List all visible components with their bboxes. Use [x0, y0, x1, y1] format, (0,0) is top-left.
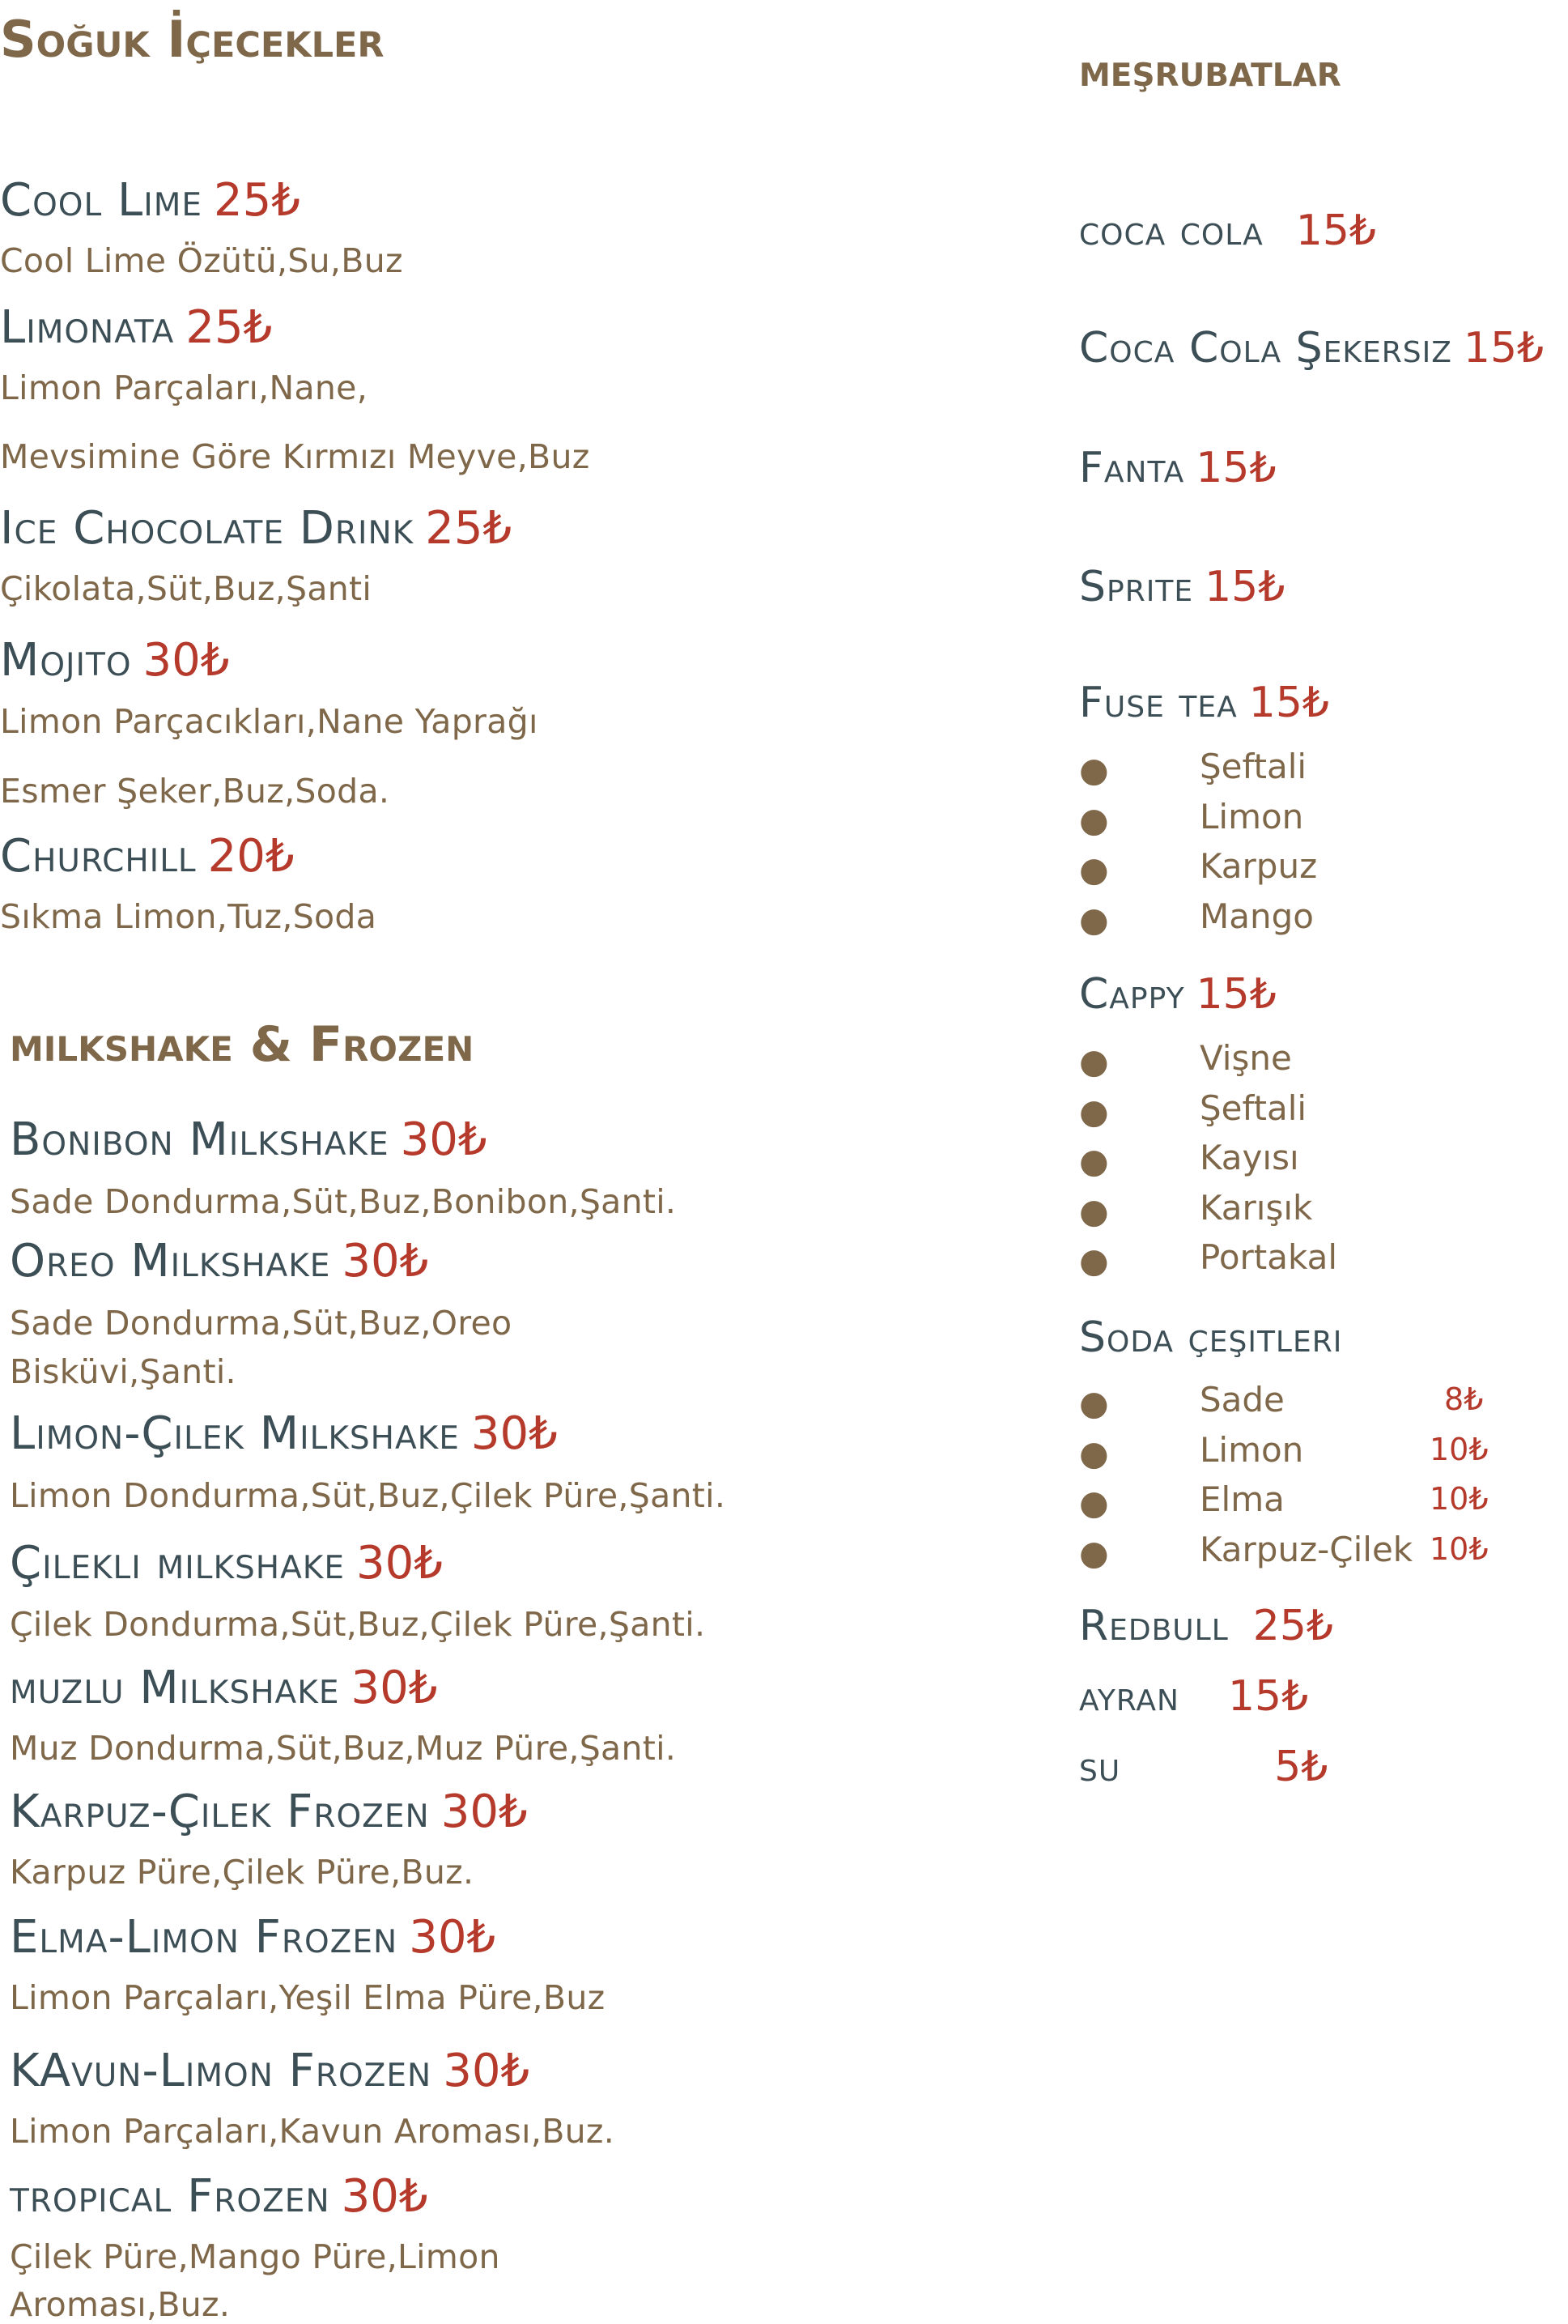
option-price: 10₺	[1430, 1531, 1489, 1567]
item-price: 15₺	[1463, 324, 1545, 372]
menu-item-limon-cilek-milkshake	[10, 1407, 558, 1460]
option-item: Sade	[1200, 1380, 1285, 1420]
menu-item-cappy	[1079, 970, 1277, 1019]
menu-item-bonibon-milkshake	[10, 1113, 487, 1166]
bullet-icon: ●	[1079, 1191, 1109, 1231]
menu-item-cilekli-milkshake	[10, 1537, 443, 1590]
item-desc: Sade Dondurma,Süt,Buz,Oreo	[10, 1304, 512, 1343]
menu-item-fuse-tea	[1079, 679, 1329, 727]
item-desc: Limon Parçaları,Kavun Aroması,Buz.	[10, 2112, 615, 2151]
item-desc: Limon Dondurma,Süt,Buz,Çilek Püre,Şanti.	[10, 1476, 726, 1515]
menu-item-oreo-milkshake	[10, 1235, 428, 1288]
item-desc: Aroması,Buz.	[10, 2285, 231, 2324]
item-price: 15₺	[1196, 970, 1277, 1019]
item-price: 25₺	[425, 502, 512, 555]
item-name: Elma-Limon Frozen	[10, 1911, 398, 1964]
menu-item-soda-cesitleri	[1079, 1313, 1342, 1362]
item-desc: Cool Lime Özütü,Su,Buz	[0, 241, 403, 280]
menu-item-churchill	[0, 830, 295, 883]
item-name: KAvun-Limon Frozen	[10, 2045, 432, 2097]
item-price: 30₺	[341, 2170, 428, 2223]
item-name: tropical Frozen	[10, 2170, 330, 2223]
menu-item-ayran	[1079, 1672, 1308, 1721]
menu-item-fanta	[1079, 444, 1277, 492]
option-item: Limon	[1200, 797, 1304, 836]
item-desc: Limon Parçaları,Nane,	[0, 368, 368, 407]
menu-item-muzlu-milkshake	[10, 1662, 437, 1714]
option-item: Şeftali	[1200, 747, 1307, 786]
item-price: 30₺	[470, 1407, 558, 1460]
option-item: Şeftali	[1200, 1088, 1307, 1128]
menu-item-cool-lime	[0, 174, 300, 227]
item-desc: Mevsimine Göre Kırmızı Meyve,Buz	[0, 437, 590, 476]
menu-item-su	[1079, 1743, 1328, 1791]
item-name: Cappy	[1079, 970, 1185, 1019]
bullet-icon: ●	[1079, 1041, 1109, 1081]
item-price: 25₺	[185, 301, 273, 354]
menu-item-karpuz-cilek-frozen	[10, 1786, 528, 1838]
option-item: Vişne	[1200, 1038, 1292, 1078]
milkshake-frozen-title: milkshake & Frozen	[10, 1016, 474, 1073]
item-price: 30₺	[142, 634, 230, 687]
item-name: Coca Cola Şekersiz	[1079, 324, 1452, 372]
item-price: 5₺	[1274, 1743, 1328, 1791]
item-desc: Muz Dondurma,Süt,Buz,Muz Püre,Şanti.	[10, 1729, 677, 1768]
item-price: 15₺	[1227, 1672, 1309, 1721]
bullet-icon: ●	[1079, 1092, 1109, 1131]
bullet-icon: ●	[1079, 1533, 1109, 1573]
bullet-icon: ●	[1079, 1241, 1109, 1280]
item-price: 30₺	[356, 1537, 443, 1590]
item-desc: Karpuz Püre,Çilek Püre,Buz.	[10, 1853, 474, 1892]
item-price: 30₺	[351, 1662, 438, 1714]
item-desc: Sıkma Limon,Tuz,Soda	[0, 897, 377, 936]
option-item: Karışık	[1200, 1188, 1313, 1228]
item-price: 30₺	[342, 1235, 429, 1288]
option-price: 10₺	[1430, 1481, 1489, 1517]
item-price: 15₺	[1196, 444, 1277, 492]
item-name: Redbull	[1079, 1602, 1229, 1650]
item-name: Oreo Milkshake	[10, 1235, 331, 1288]
option-item: Portakal	[1200, 1237, 1337, 1277]
menu-item-coca-cola	[1079, 206, 1376, 255]
item-price: 30₺	[440, 1786, 528, 1838]
item-desc: Bisküvi,Şanti.	[10, 1352, 236, 1391]
menu-item-mojito	[0, 634, 229, 687]
option-item: Mango	[1200, 896, 1314, 936]
item-name: Fanta	[1079, 444, 1185, 492]
item-name: Bonibon Milkshake	[10, 1113, 389, 1166]
item-name: Çilekli milkshake	[10, 1537, 346, 1590]
item-price: 30₺	[443, 2045, 530, 2097]
item-name: Sprite	[1079, 563, 1194, 611]
item-name: coca cola	[1079, 206, 1264, 255]
bullet-icon: ●	[1079, 1483, 1109, 1522]
item-desc: Çilek Püre,Mango Püre,Limon	[10, 2237, 500, 2276]
item-desc: Limon Parçacıkları,Nane Yaprağı	[0, 702, 538, 741]
item-name: Soda çeşitleri	[1079, 1313, 1343, 1362]
item-price: 25₺	[1252, 1602, 1334, 1650]
bullet-icon: ●	[1079, 1433, 1109, 1473]
item-name: Mojito	[0, 634, 132, 687]
menu-item-elma-limon-frozen	[10, 1911, 495, 1964]
menu-item-ice-chocolate-drink	[0, 502, 512, 555]
bullet-icon: ●	[1079, 1383, 1109, 1423]
item-name: Churchill	[0, 830, 197, 883]
option-item: Karpuz	[1200, 846, 1318, 886]
item-price: 15₺	[1295, 206, 1377, 255]
option-item: Limon	[1200, 1430, 1304, 1470]
menu-item-coca-cola-sekersiz	[1079, 324, 1544, 372]
bullet-icon: ●	[1079, 750, 1109, 790]
option-item: Karpuz-Çilek	[1200, 1530, 1413, 1569]
item-price: 15₺	[1248, 679, 1330, 727]
mesrubatlar-title: meşrubatlar	[1079, 45, 1341, 97]
item-desc: Limon Parçaları,Yeşil Elma Püre,Buz	[10, 1978, 606, 2017]
item-desc: Sade Dondurma,Süt,Buz,Bonibon,Şanti.	[10, 1182, 677, 1221]
item-name: su	[1079, 1743, 1121, 1791]
option-price: 10₺	[1430, 1432, 1489, 1467]
bullet-icon: ●	[1079, 800, 1109, 840]
menu-item-sprite	[1079, 563, 1285, 611]
menu-item-limonata	[0, 301, 272, 354]
option-item: Kayısı	[1200, 1138, 1299, 1177]
item-desc: Çilek Dondurma,Süt,Buz,Çilek Püre,Şanti.	[10, 1605, 706, 1644]
item-name: Fuse tea	[1079, 679, 1238, 727]
menu-item-tropical-frozen	[10, 2170, 428, 2223]
bullet-icon: ●	[1079, 849, 1109, 889]
bullet-icon: ●	[1079, 900, 1109, 939]
item-name: muzlu Milkshake	[10, 1662, 340, 1714]
menu-item-kavun-limon-frozen	[10, 2045, 529, 2097]
item-name: Cool Lime	[0, 174, 203, 227]
item-price: 20₺	[207, 830, 295, 883]
item-name: Ice Chocolate Drink	[0, 502, 414, 555]
menu-item-redbull	[1079, 1602, 1333, 1650]
item-price: 30₺	[409, 1911, 496, 1964]
item-name: Limonata	[0, 301, 175, 354]
item-price: 30₺	[400, 1113, 487, 1166]
item-price: 25₺	[214, 174, 300, 227]
item-price: 15₺	[1205, 563, 1285, 611]
option-item: Elma	[1200, 1479, 1285, 1519]
item-desc: Esmer Şeker,Buz,Soda.	[0, 772, 390, 811]
item-name: Limon-Çilek Milkshake	[10, 1407, 460, 1460]
bullet-icon: ●	[1079, 1141, 1109, 1181]
item-name: Karpuz-Çilek Frozen	[10, 1786, 430, 1838]
item-name: ayran	[1079, 1672, 1179, 1721]
soguk-icecekler-title: Soğuk İçecekler	[0, 10, 385, 69]
item-desc: Çikolata,Süt,Buz,Şanti	[0, 569, 372, 608]
option-price: 8₺	[1444, 1381, 1484, 1417]
